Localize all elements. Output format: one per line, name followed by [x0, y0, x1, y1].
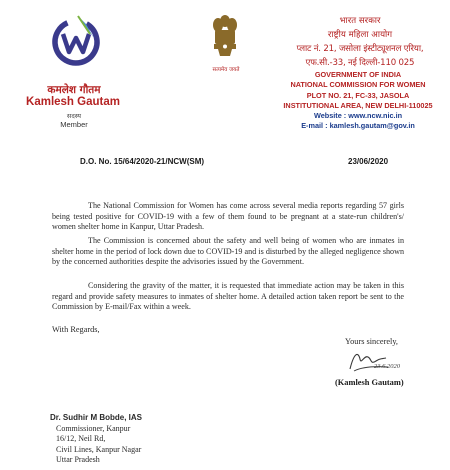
- paragraph-text: The National Commission for Women has come across several media reports regarding 57 girls being tested positive for COVID-19 with a few of them found to be pregnant at a state-run children's/ women shelter home in Kanpur, Uttar Pradesh.: [52, 201, 404, 231]
- email-link[interactable]: E-mail : kamlesh.gautam@gov.in: [301, 121, 415, 131]
- signature-date: 23.6.2020: [374, 363, 400, 370]
- addressee-block: [50, 413, 142, 466]
- member-name: Kamlesh Gautam: [26, 96, 120, 108]
- signatory-name: (Kamlesh Gautam): [335, 378, 404, 387]
- paragraph-1: [52, 201, 404, 233]
- closing: With Regards,: [52, 325, 100, 334]
- org-line: NATIONAL COMMISSION FOR WOMEN: [290, 80, 426, 90]
- org-hindi-line: प्लाट नं. 21, जसोला इंस्टीट्यूशनल एरिया,: [296, 44, 424, 54]
- state-emblem-icon: [210, 12, 240, 62]
- website-link[interactable]: Website : www.ncw.nic.in: [313, 111, 403, 121]
- org-line: INSTITUTIONAL AREA, NEW DELHI-110025: [283, 100, 433, 110]
- addressee-name: Dr. Sudhir M Bobde, IAS: [50, 413, 143, 422]
- addressee-line: Uttar Pradesh: [56, 455, 100, 464]
- paragraph-text: The Commission is concerned about the safety and well being of women who are inmates in shelter home in the period of lock down due to COVID-19 and is disturbed by the alleged negligence shown by the concerned authorities despite the advisories issued by the Government.: [52, 236, 404, 266]
- org-hindi-line: एफ.सी.-33, नई दिल्ली-110 025: [305, 58, 415, 68]
- addressee-line: Civil Lines, Kanpur Nagar: [56, 444, 142, 454]
- signature: [340, 349, 410, 375]
- paragraph-text: Considering the gravity of the matter, it is requested that immediate action may be taken in this regard and provide safety measures to inmates of shelter home. A detailed action taken report be sent to the Commission by E-mail/Fax within a week.: [52, 281, 404, 311]
- org-line: PLOT NO. 21, FC-33, JASOLA: [306, 90, 410, 100]
- organization-english: [268, 70, 448, 132]
- member-name-hindi: कमलेश गौतम: [47, 84, 101, 96]
- ncw-logo: [48, 12, 104, 76]
- organization-hindi: [270, 14, 450, 70]
- valediction: Yours sincerely,: [345, 337, 399, 346]
- addressee-line: Commissioner, Kanpur: [56, 423, 131, 433]
- addressee-line: 16/12, Neil Rd,: [56, 434, 106, 443]
- org-line: GOVERNMENT OF INDIA: [314, 70, 402, 79]
- org-hindi-line: राष्ट्रीय महिला आयोग: [327, 30, 393, 40]
- emblem-motto: सत्यमेव जयते: [212, 67, 240, 73]
- paragraph-2: [52, 236, 404, 268]
- letter-date: 23/06/2020: [348, 157, 389, 166]
- reference-number: D.O. No. 15/64/2020-21/NCW(SM): [80, 157, 205, 166]
- member-role-hindi: सदस्य: [66, 112, 82, 120]
- member-role: Member: [60, 120, 88, 129]
- org-hindi-line: भारत सरकार: [339, 16, 381, 26]
- paragraph-3: [52, 281, 404, 313]
